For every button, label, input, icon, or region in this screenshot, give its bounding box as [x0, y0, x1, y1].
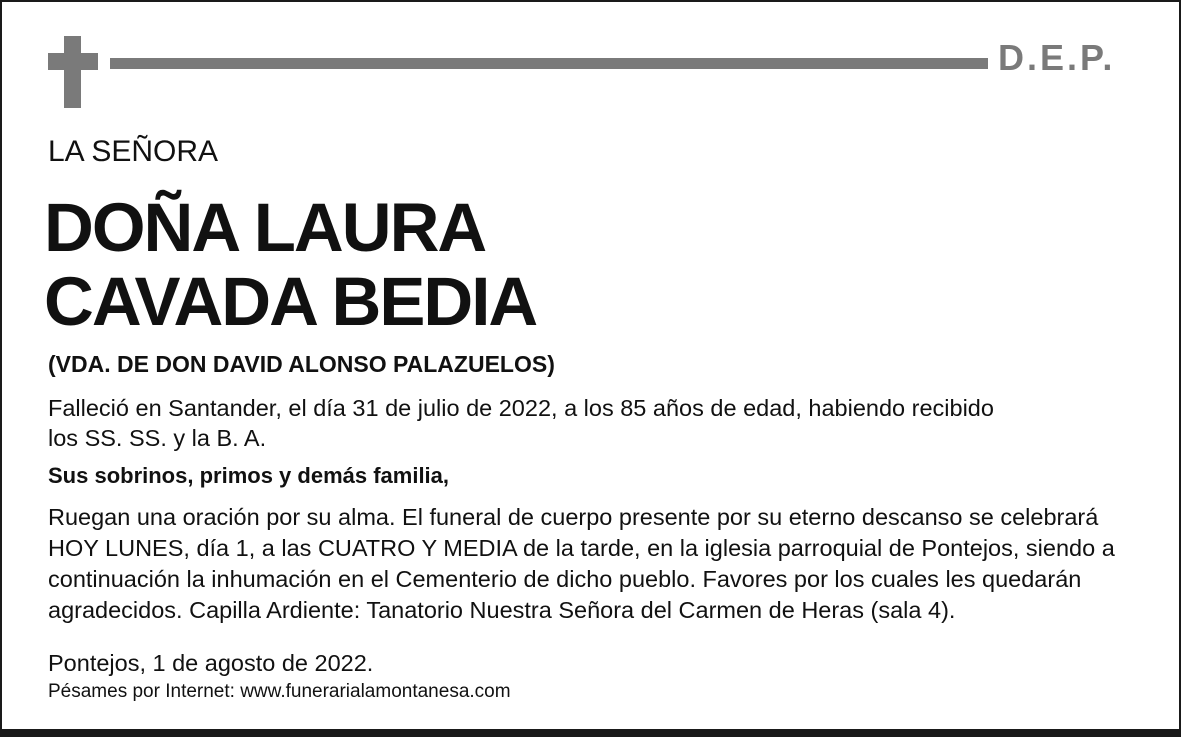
request-text-line3: continuación la inhumación en el Cementerio de dicho pueblo. Favores por los cuales les quedarán	[48, 566, 1082, 592]
dep-label: D.E.P.	[998, 37, 1116, 78]
header-rule	[110, 58, 988, 69]
request-text-line1: Ruegan una oración por su alma. El funeral de cuerpo presente por su eterno descanso se celebrará	[48, 504, 1099, 530]
cross-horizontal-bar	[48, 53, 98, 70]
place-date: Pontejos, 1 de agosto de 2022.	[48, 650, 374, 676]
deceased-name-line1: DOÑA LAURA	[44, 189, 486, 266]
condolences-website: Pésames por Internet: www.funerarialamontanesa.com	[48, 681, 511, 702]
widow-of-line: (VDA. DE DON DAVID ALONSO PALAZUELOS)	[48, 351, 555, 377]
honorific-title: LA SEÑORA	[48, 135, 219, 168]
cross-vertical-bar	[64, 36, 81, 108]
request-text-line4: agradecidos. Capilla Ardiente: Tanatorio Nuestra Señora del Carmen de Heras (sala 4).	[48, 597, 956, 623]
death-text-line2: los SS. SS. y la B. A.	[48, 425, 267, 451]
deceased-name-line2: CAVADA BEDIA	[44, 263, 537, 340]
family-line: Sus sobrinos, primos y demás familia,	[48, 463, 450, 488]
request-text-line2: HOY LUNES, día 1, a las CUATRO Y MEDIA de la tarde, en la iglesia parroquial de Pontejos, siendo a	[48, 535, 1115, 561]
death-text-line1: Falleció en Santander, el día 31 de julio de 2022, a los 85 años de edad, habiendo recibido	[48, 395, 994, 421]
